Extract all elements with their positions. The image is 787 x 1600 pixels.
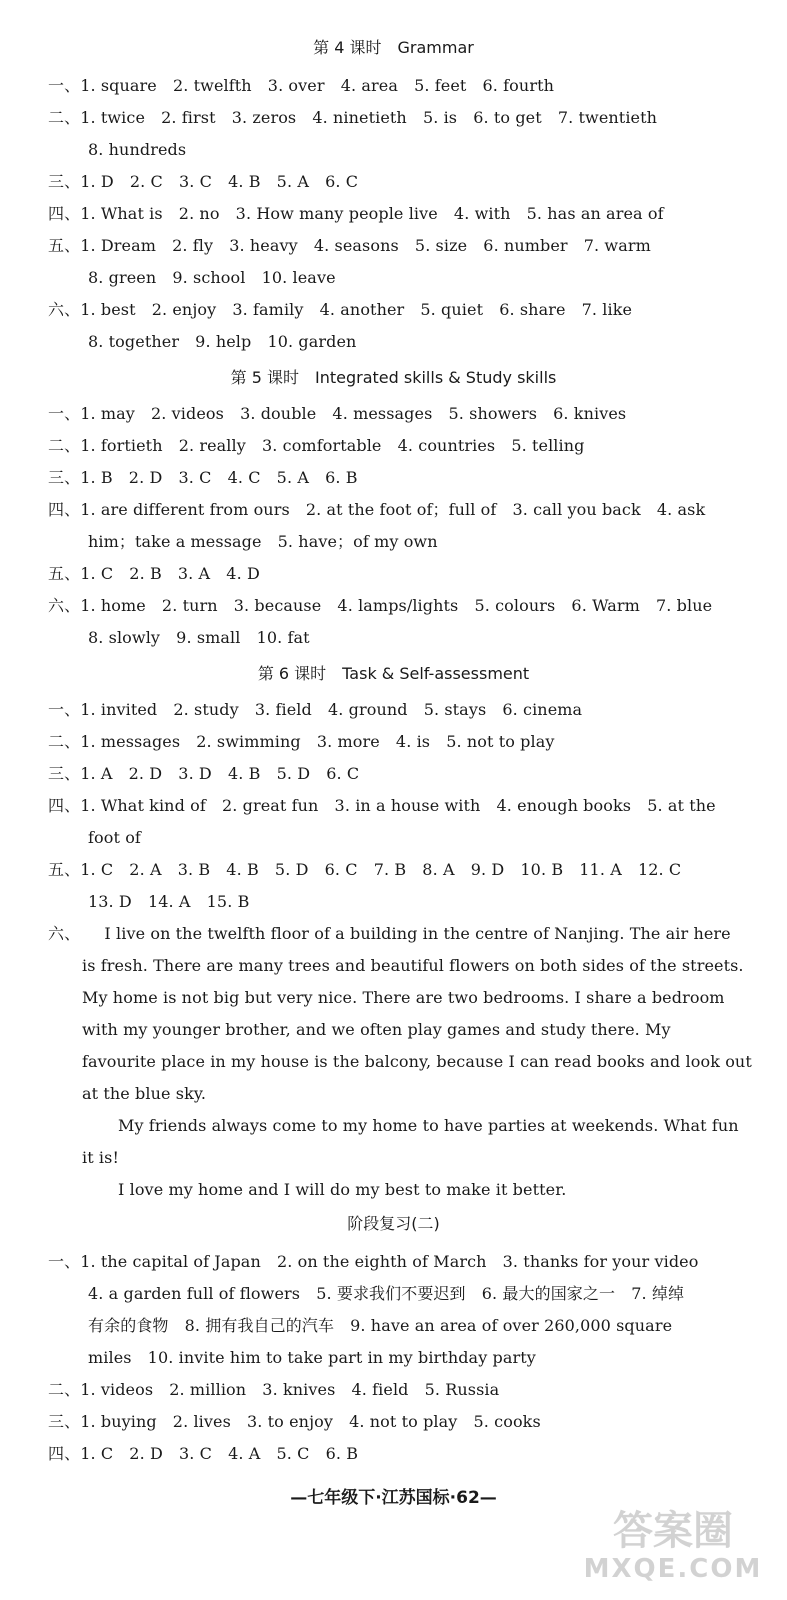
essay-line: it is!: [82, 1148, 119, 1167]
answer-line: 二、1. messages 2. swimming 3. more 4. is 5. not to play: [48, 732, 555, 751]
lesson-title: Integrated skills & Study skills: [315, 368, 557, 387]
answer-line: 四、1. What is 2. no 3. How many people live 4. with 5. has an area of: [48, 204, 664, 223]
lesson-title: Task & Self-assessment: [342, 664, 530, 683]
lesson-label: 阶段复习(二): [347, 1214, 440, 1233]
section-heading: [0, 362, 787, 394]
answer-line: 二、1. videos 2. million 3. knives 4. field 5. Russia: [48, 1380, 500, 1399]
answer-line: 一、1. square 2. twelfth 3. over 4. area 5. feet 6. fourth: [48, 76, 555, 95]
lesson-label: 第 6 课时: [257, 664, 327, 683]
essay-line: is fresh. There are many trees and beautiful flowers on both sides of the streets.: [82, 956, 744, 975]
lesson-label: 第 4 课时: [313, 38, 382, 57]
answer-line: 8. slowly 9. small 10. fat: [88, 628, 310, 647]
answer-line: 8. hundreds: [88, 140, 187, 159]
answer-line: 一、1. the capital of Japan 2. on the eighth of March 3. thanks for your video: [48, 1252, 699, 1271]
answer-line: 五、1. C 2. A 3. B 4. B 5. D 6. C 7. B 8. A 9. D 10. B 11. A 12. C: [48, 860, 682, 879]
answer-line: 二、1. twice 2. first 3. zeros 4. ninetieth 5. is 6. to get 7. twentieth: [48, 108, 658, 127]
answer-line: 四、1. C 2. D 3. C 4. A 5. C 6. B: [48, 1444, 359, 1463]
essay-line: My friends always come to my home to have parties at weekends. What fun: [118, 1116, 739, 1135]
answer-line: 4. a garden full of flowers 5. 要求我们不要迟到 6. 最大的国家之一 7. 绰绰: [88, 1284, 685, 1303]
answer-line: 六、1. home 2. turn 3. because 4. lamps/lights 5. colours 6. Warm 7. blue: [48, 596, 713, 615]
answer-line: 三、1. B 2. D 3. C 4. C 5. A 6. B: [48, 468, 358, 487]
essay-line: favourite place in my house is the balcony, because I can read books and look out: [82, 1052, 752, 1071]
essay-line: 六、 I live on the twelfth floor of a building in the centre of Nanjing. The air here: [48, 924, 731, 943]
answer-line: 三、1. D 2. C 3. C 4. B 5. A 6. C: [48, 172, 359, 191]
answer-line: 二、1. fortieth 2. really 3. comfortable 4. countries 5. telling: [48, 436, 585, 455]
answer-line: 三、1. A 2. D 3. D 4. B 5. D 6. C: [48, 764, 360, 783]
section-heading: [0, 1208, 787, 1240]
essay-line: with my younger brother, and we often play games and study there. My: [82, 1020, 671, 1039]
answer-line: 13. D 14. A 15. B: [88, 892, 250, 911]
answer-line: 有余的食物 8. 拥有我自己的汽车 9. have an area of over 260,000 square: [88, 1316, 673, 1335]
answer-line: foot of: [88, 828, 141, 847]
watermark-bottom: MXQE.COM: [583, 1554, 763, 1584]
answer-line: him；take a message 5. have；of my own: [88, 532, 438, 551]
answer-line: 一、1. invited 2. study 3. field 4. ground 5. stays 6. cinema: [48, 700, 583, 719]
section-heading: [0, 32, 787, 64]
answer-line: 三、1. buying 2. lives 3. to enjoy 4. not to play 5. cooks: [48, 1412, 541, 1431]
essay-line: My home is not big but very nice. There are two bedrooms. I share a bedroom: [82, 988, 725, 1007]
answer-line: miles 10. invite him to take part in my birthday party: [88, 1348, 536, 1367]
answer-line: 五、1. C 2. B 3. A 4. D: [48, 564, 260, 583]
lesson-title: Grammar: [397, 38, 474, 57]
essay-line: I love my home and I will do my best to make it better.: [118, 1180, 567, 1199]
watermark-top: 答案圈: [613, 1508, 733, 1554]
answer-line: 8. green 9. school 10. leave: [88, 268, 336, 287]
answer-line: 六、1. best 2. enjoy 3. family 4. another 5. quiet 6. share 7. like: [48, 300, 633, 319]
lesson-label: 第 5 课时: [230, 368, 299, 387]
answer-line: 四、1. are different from ours 2. at the foot of；full of 3. call you back 4. ask: [48, 500, 706, 519]
page-footer: —七年级下·江苏国标·62—: [290, 1488, 497, 1508]
answer-line: 五、1. Dream 2. fly 3. heavy 4. seasons 5. size 6. number 7. warm: [48, 236, 651, 255]
answer-line: 一、1. may 2. videos 3. double 4. messages 5. showers 6. knives: [48, 404, 627, 423]
section-heading: [0, 658, 787, 690]
answer-line: 四、1. What kind of 2. great fun 3. in a house with 4. enough books 5. at the: [48, 796, 716, 815]
essay-line: at the blue sky.: [82, 1084, 207, 1103]
answer-line: 8. together 9. help 10. garden: [88, 332, 357, 351]
